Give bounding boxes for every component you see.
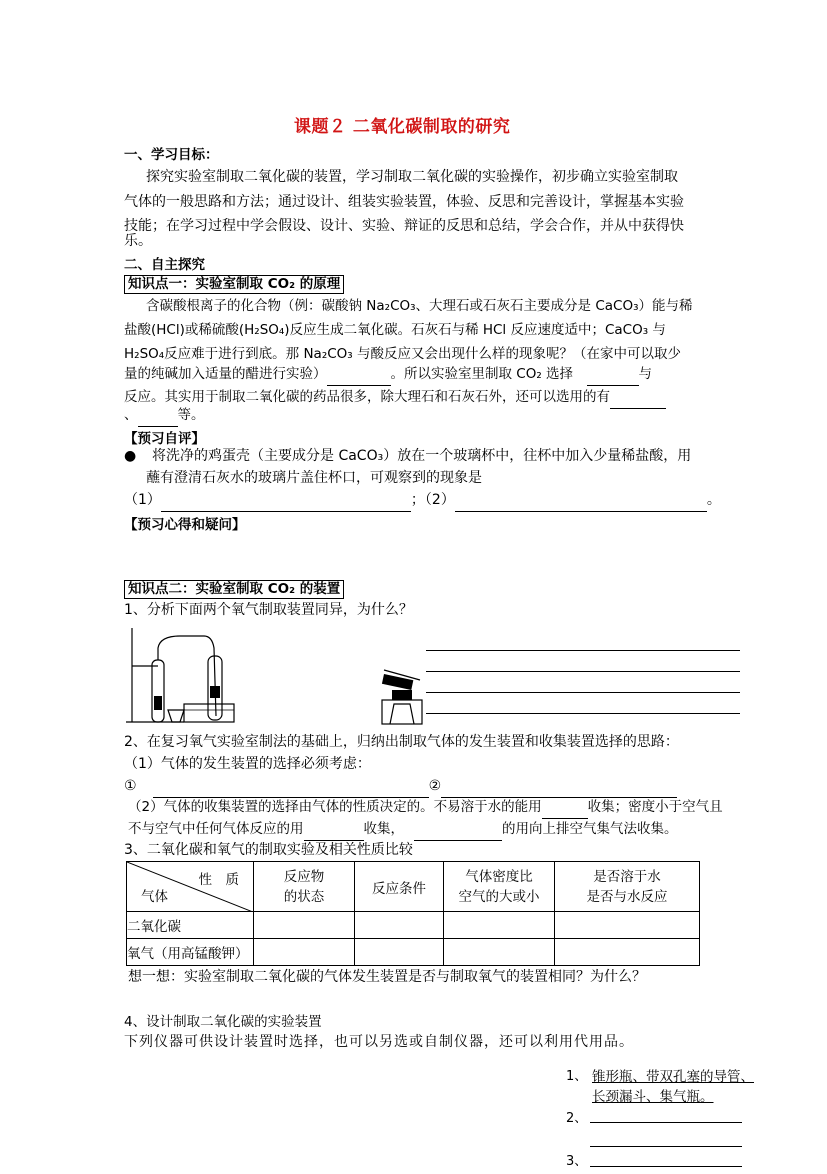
header-density-line-2: 空气的大或小	[458, 888, 540, 905]
k1-line-6	[124, 403, 205, 427]
comparison-table	[126, 861, 700, 966]
blank-reagent-1[interactable]	[587, 371, 639, 386]
header-solubility	[555, 862, 700, 912]
section-heading-goals: 一、学习目标：	[124, 147, 219, 163]
k1-line-4-text: 量的纯碱加入适量的醋进行实验）	[124, 366, 327, 382]
doubts-heading: 【预习心得和疑问】	[124, 517, 246, 533]
k1-line-6-end: 等。	[177, 407, 205, 423]
q2b-text-1: （2）气体的收集装置的选择由气体的性质决定的。不易溶于水的能用	[128, 799, 542, 815]
q2b-text-4: 收集，	[363, 821, 404, 837]
k1-line-3: H₂SO₄反应难于进行到底。那 Na₂CO₃ 与酸反应又会出现什么样的现象呢？（在家中可以取少	[124, 346, 681, 362]
k1-line-4	[124, 362, 652, 386]
obs-end: 。	[706, 492, 721, 508]
item-1-number: 1、	[566, 1069, 588, 1084]
k1-line-5	[124, 385, 666, 409]
row-label-o2: 氧气（用高锰酸钾）	[127, 939, 254, 966]
q2b-text-3: 不与空气中任何气体反应的用	[128, 821, 304, 837]
k1-line-4-and: 与	[638, 366, 653, 382]
think-question: 想一想：实验室制取二氧化碳的气体发生装置是否与制取氧气的装置相同？为什么？	[128, 969, 646, 985]
goal-line-2: 气体的一般思路和方法；通过设计、组装实验装置，体验、反思和完善设计，掌握基本实验	[124, 194, 684, 210]
item-2-number: 2、	[566, 1111, 588, 1126]
cell-o2-state[interactable]	[254, 939, 355, 966]
blank-other-reagent-2[interactable]	[138, 412, 178, 427]
goal-line-3: 技能；在学习过程中学会假设、设计、实验、辩证的反思和总结，学会合作，并从中获得快	[124, 218, 684, 234]
item-2-answer-line-2[interactable]	[590, 1146, 742, 1147]
item-3-answer-line-1[interactable]	[590, 1166, 742, 1167]
k1-line-2: 盐酸(HCl)或稀硫酸(H₂SO₄)反应生成二氧化碳。石灰石与稀 HCl 反应速度适中；CaCO₃ 与	[124, 322, 666, 338]
page-title: 课题２ 二氧化碳制取的研究	[294, 117, 511, 137]
cell-co2-state[interactable]	[254, 912, 355, 939]
header-reaction-condition: 反应条件	[355, 862, 444, 912]
item-1-line-2: 长颈漏斗、集气瓶。	[592, 1089, 714, 1105]
q2b-text-5: 的用向上排空气集气法收集。	[502, 821, 678, 837]
blank-upward-condition[interactable]	[414, 826, 502, 841]
question-1: 1、分析下面两个氧气制取装置同异，为什么？	[124, 602, 413, 618]
knowledge-point-2-label: 知识点二：实验室制取 CO₂ 的装置	[124, 580, 344, 599]
header-solubility-line-1: 是否溶于水	[593, 868, 661, 885]
blank-observation-1[interactable]	[161, 497, 411, 512]
table-row	[127, 912, 700, 939]
obs-2-label: ；（2）	[410, 492, 455, 508]
cell-o2-solubility[interactable]	[555, 939, 700, 966]
preview-line-1: 将洗净的鸡蛋壳（主要成分是 CaCO₃）放在一个玻璃杯中，往杯中加入少量稀盐酸，用	[152, 448, 692, 464]
answer-line-q1-4[interactable]	[426, 713, 740, 714]
cell-co2-condition[interactable]	[355, 912, 444, 939]
cell-o2-condition[interactable]	[355, 939, 444, 966]
circle-2: ②	[428, 778, 442, 794]
table-diagonal-header	[127, 862, 254, 912]
blank-other-reagent-1[interactable]	[610, 394, 666, 409]
preview-bullet: ●	[124, 448, 137, 464]
blank-observation-2[interactable]	[455, 497, 707, 512]
question-4: 4、设计制取二氧化碳的实验装置	[124, 1014, 322, 1030]
question-2b-line-1	[128, 795, 723, 819]
oxygen-apparatus-water-collection-illustration	[124, 626, 239, 726]
k1-line-4-select: 。所以实验室里制取 CO₂ 选择	[390, 366, 574, 382]
item-2-answer-line-1[interactable]	[590, 1122, 742, 1123]
question-2: 2、在复习氧气实验室制法的基础上，归纳出制取气体的发生装置和收集装置选择的思路：	[124, 734, 679, 750]
obs-1-label: （1）	[124, 492, 161, 508]
header-reactant-state	[254, 862, 355, 912]
table-row	[127, 939, 700, 966]
question-3: 3、二氧化碳和氧气的制取实验及相关性质比较	[124, 842, 413, 858]
preview-heading: 【预习自评】	[124, 431, 205, 447]
cell-co2-solubility[interactable]	[555, 912, 700, 939]
preview-line-2: 蘸有澄清石灰水的玻璃片盖住杯口，可观察到的现象是	[146, 470, 482, 486]
k1-line-6-comma: 、	[124, 407, 138, 423]
oxygen-apparatus-heating-illustration	[380, 660, 436, 726]
k1-line-1: 含碳酸根离子的化合物（例：碳酸钠 Na₂CO₃、大理石或石灰石主要成分是 CaCO₃）能与稀	[146, 298, 693, 314]
header-density-line-1: 气体密度比	[465, 868, 533, 885]
blank-na2co3-phenomenon[interactable]	[327, 371, 391, 386]
header-reactant-state-line-1: 反应物	[283, 868, 325, 885]
header-gas: 气体	[141, 889, 168, 905]
header-property: 性 质	[198, 872, 239, 888]
goal-line-1: 探究实验室制取二氧化碳的装置，学习制取二氧化碳的实验操作，初步确立实验室制取	[146, 169, 678, 185]
header-solubility-line-2: 是否与水反应	[586, 888, 668, 905]
preview-obs-row	[124, 488, 721, 512]
answer-line-q1-2[interactable]	[426, 671, 740, 672]
header-reactant-state-line-2: 的状态	[283, 888, 325, 905]
goal-line-4: 乐。	[124, 233, 152, 249]
question-2a: （1）气体的发生装置的选择必须考虑：	[124, 756, 371, 772]
q2b-text-2: 收集；密度小于空气且	[587, 799, 723, 815]
question-4-description: 下列仪器可供设计装置时选择，也可以另选或自制仪器，还可以利用代用品。	[124, 1034, 634, 1050]
item-3-number: 3、	[566, 1154, 588, 1169]
row-label-co2: 二氧化碳	[127, 912, 254, 939]
item-1-line-1: 锥形瓶、带双孔塞的导管、	[592, 1069, 754, 1085]
k1-line-5-text: 反应。其实用于制取二氧化碳的药品很多，除大理石和石灰石外，还可以选用的有	[124, 389, 610, 405]
table-header-row	[127, 862, 700, 912]
cell-o2-density[interactable]	[444, 939, 555, 966]
circle-1: ①	[124, 778, 137, 794]
section-heading-explore: 二、自主探究	[124, 257, 205, 273]
answer-line-q1-3[interactable]	[426, 692, 740, 693]
answer-line-q1-1[interactable]	[426, 650, 740, 651]
cell-co2-density[interactable]	[444, 912, 555, 939]
knowledge-point-1-label: 知识点一：实验室制取 CO₂ 的原理	[124, 275, 344, 294]
header-density	[444, 862, 555, 912]
